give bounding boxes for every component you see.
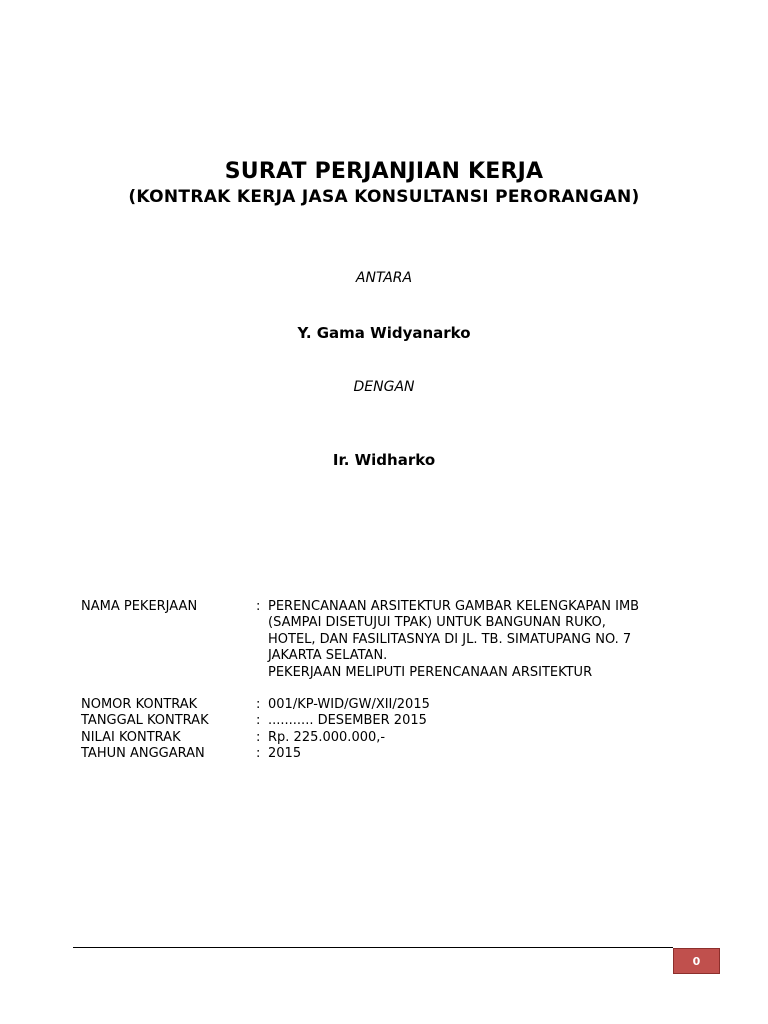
contract-number-label: NOMOR KONTRAK	[81, 697, 198, 713]
contract-value-colon: :	[256, 729, 261, 745]
between-label: ANTARA	[355, 270, 413, 286]
footer-divider	[73, 947, 673, 948]
contract-number-colon: :	[256, 697, 261, 713]
job-colon: :	[256, 599, 261, 614]
budget-year-value: 2015	[268, 746, 302, 762]
contract-date-row	[81, 713, 639, 729]
page-number: 0	[692, 954, 701, 968]
budget-year-row	[81, 746, 639, 762]
contract-date-colon: :	[256, 713, 261, 729]
contract-date-label: TANGGAL KONTRAK	[81, 713, 209, 729]
job-description	[268, 599, 639, 681]
contract-value-amount: Rp. 225.000.000,-	[268, 729, 386, 745]
job-line: PERENCANAAN ARSITEKTUR GAMBAR KELENGKAPAN IMB	[268, 599, 640, 614]
party-two-name: Ir. Widharko	[332, 451, 436, 469]
job-line: HOTEL, DAN FASILITASNYA DI JL. TB. SIMATUPANG NO. 7	[268, 631, 632, 647]
job-line: PEKERJAAN MELIPUTI PERENCANAAN ARSITEKTUR	[268, 664, 593, 680]
budget-year-colon: :	[256, 746, 261, 762]
job-row	[81, 599, 639, 681]
contract-date-value: ........... DESEMBER 2015	[268, 713, 427, 729]
contract-number-row	[81, 697, 639, 713]
contract-number-value: 001/KP-WID/GW/XII/2015	[268, 697, 430, 713]
budget-year-label: TAHUN ANGGARAN	[81, 746, 205, 762]
page-number-badge	[673, 948, 720, 974]
spacer	[81, 681, 639, 697]
job-line: (SAMPAI DISETUJUI TPAK) UNTUK BANGUNAN RUKO,	[268, 615, 606, 631]
contract-value-row	[81, 730, 639, 746]
contract-value-label: NILAI KONTRAK	[81, 729, 181, 745]
contract-details	[81, 599, 639, 763]
document-subtitle: (KONTRAK KERJA JASA KONSULTANSI PERORANGAN)	[128, 187, 640, 207]
job-label: NAMA PEKERJAAN	[81, 599, 198, 614]
job-line: JAKARTA SELATAN.	[268, 648, 388, 664]
party-one-name: Y. Gama Widyanarko	[297, 324, 471, 342]
with-label: DENGAN	[353, 379, 415, 395]
document-title: SURAT PERJANJIAN KERJA	[224, 159, 544, 184]
